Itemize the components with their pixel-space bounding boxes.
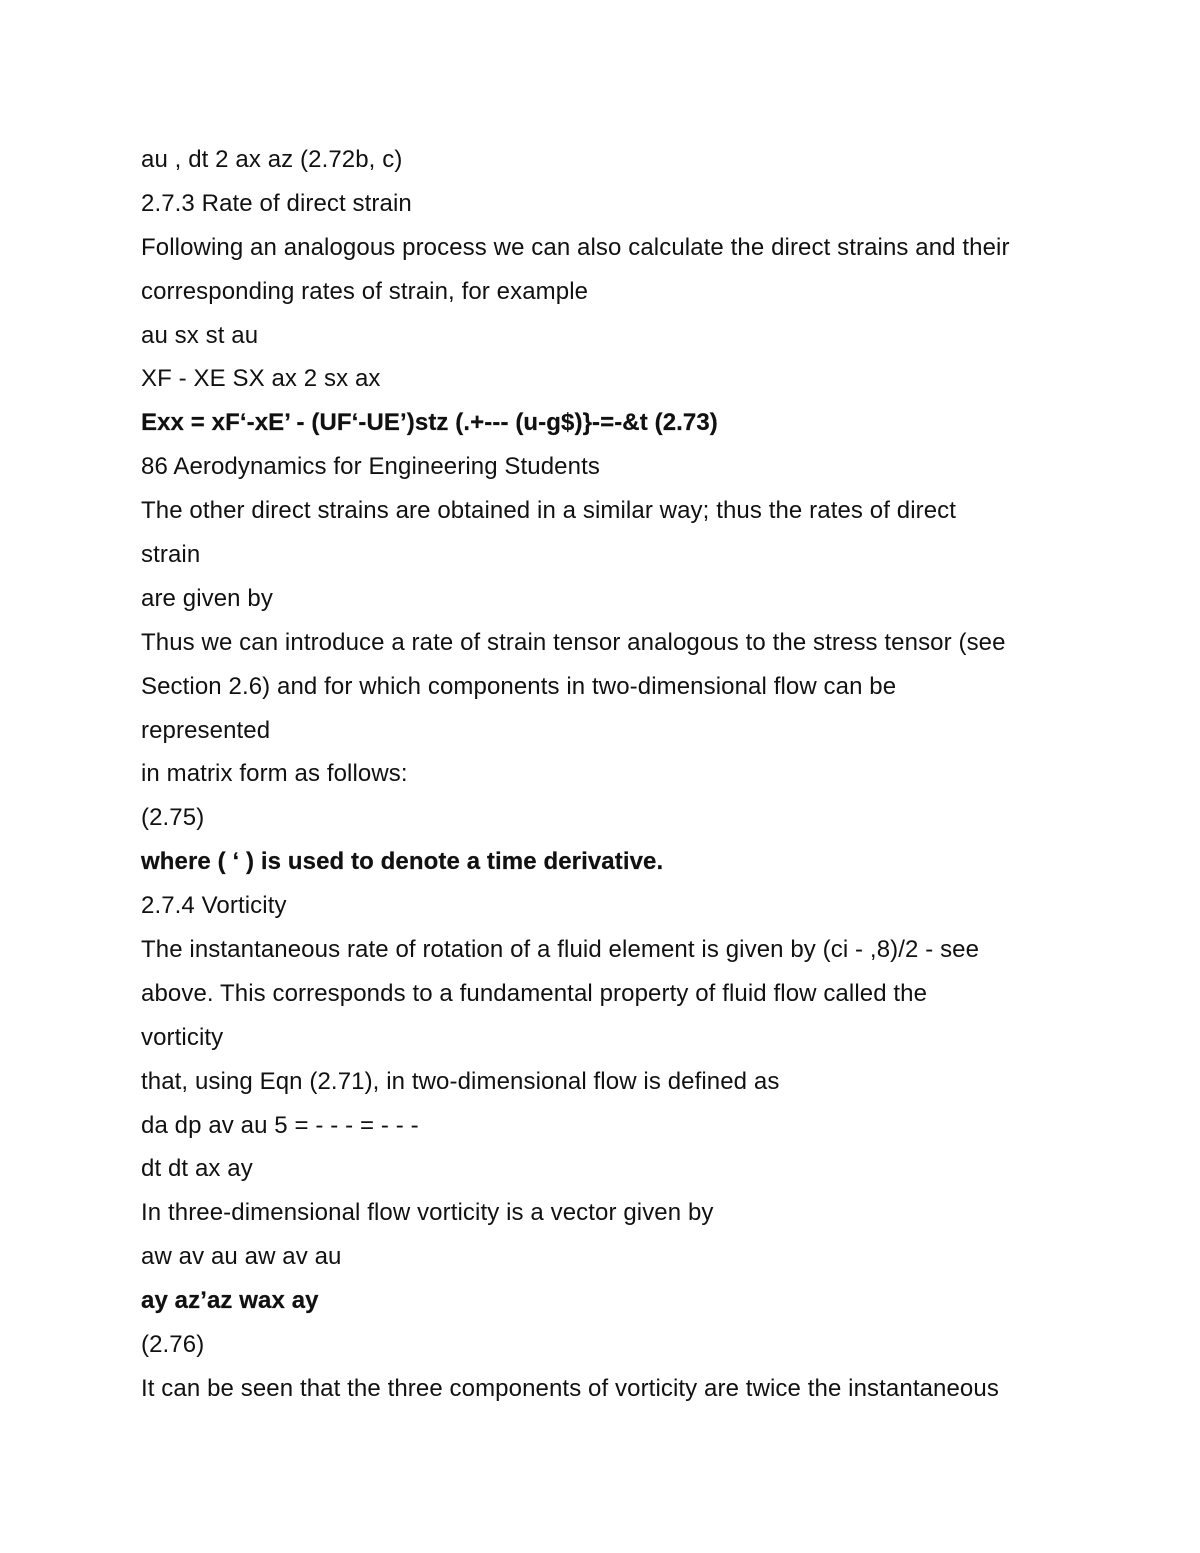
text-line: 2.7.4 Vorticity	[141, 892, 287, 920]
text-line: The instantaneous rate of rotation of a fluid element is given by (ci - ,8)/2 - see	[141, 936, 980, 964]
text-line: Following an analogous process we can also calculate the direct strains and their	[141, 233, 1010, 261]
text-line: corresponding rates of strain, for example	[141, 277, 589, 305]
text-line: (2.75)	[141, 804, 205, 832]
text-line: in matrix form as follows:	[141, 760, 408, 788]
text-line: dt dt ax ay	[141, 1155, 253, 1183]
text-line: da dp av au 5 = - - - = - - -	[141, 1111, 419, 1139]
text-line: au , dt 2 ax az (2.72b, c)	[141, 146, 403, 173]
text-line: where ( ‘ ) is used to denote a time derivative.	[141, 848, 664, 876]
text-line: Section 2.6) and for which components in two-dimensional flow can be	[141, 672, 897, 700]
text-line: It can be seen that the three components of vorticity are twice the instantaneous	[141, 1374, 999, 1402]
text-line: XF - XE SX ax 2 sx ax	[141, 365, 381, 393]
document-body	[141, 138, 1101, 1411]
text-line: Thus we can introduce a rate of strain tensor analogous to the stress tensor (see	[141, 628, 1006, 656]
text-line: above. This corresponds to a fundamental property of fluid flow called the	[141, 979, 928, 1007]
text-line: vorticity	[141, 1023, 224, 1051]
text-line: In three-dimensional flow vorticity is a vector given by	[141, 1199, 714, 1227]
text-line: represented	[141, 716, 271, 744]
text-line: are given by	[141, 584, 273, 612]
text-line: (2.76)	[141, 1331, 205, 1359]
text-line: ay az’az wax ay	[141, 1287, 319, 1315]
text-line: Exx = xF‘-xE’ - (UF‘-UE’)stz (.+--- (u-g$)}-=-&t (2.73)	[141, 409, 718, 437]
text-line: 2.7.3 Rate of direct strain	[141, 189, 412, 217]
text-line: The other direct strains are obtained in a similar way; thus the rates of direct	[141, 497, 957, 525]
text-line: au sx st au	[141, 321, 259, 349]
text-line: 86 Aerodynamics for Engineering Students	[141, 453, 600, 481]
text-line: aw av au aw av au	[141, 1243, 342, 1271]
text-line: strain	[141, 541, 201, 569]
text-line: that, using Eqn (2.71), in two-dimensional flow is defined as	[141, 1067, 780, 1095]
